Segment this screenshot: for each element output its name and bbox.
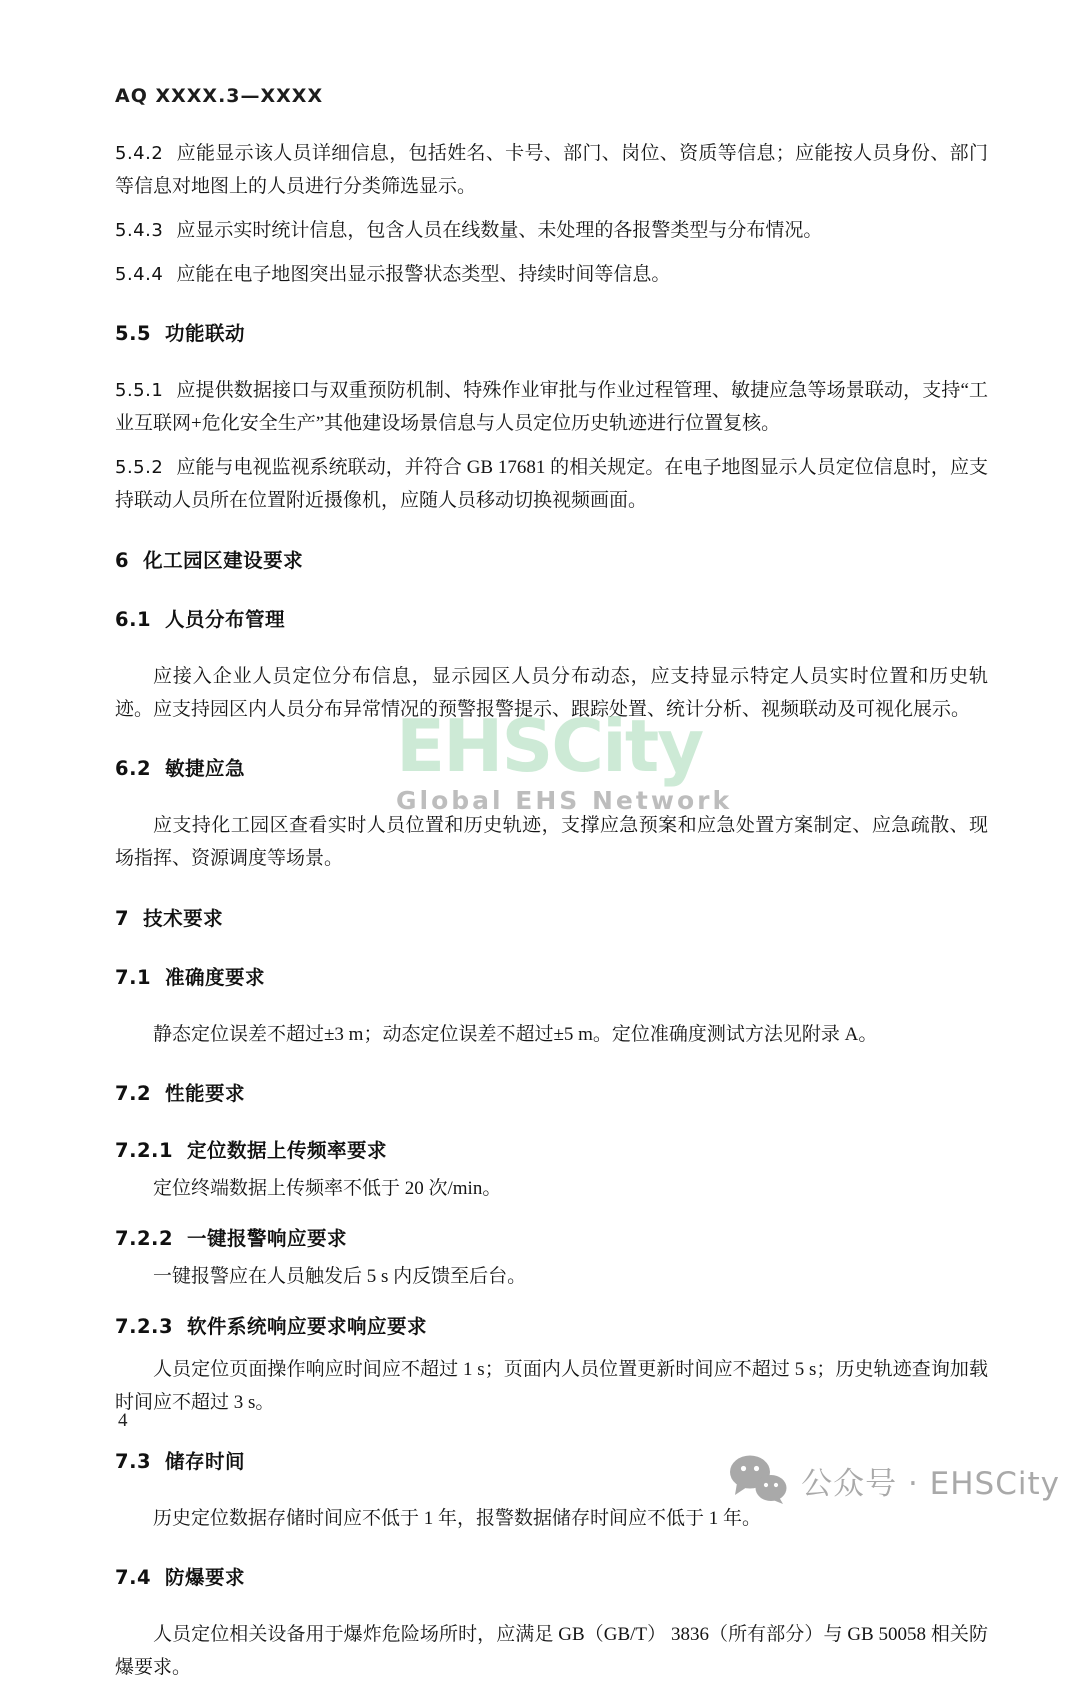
- heading-number: 6: [115, 549, 130, 572]
- standard-number-header: AQ XXXX.3—XXXX: [115, 85, 324, 107]
- heading-title: 性能要求: [165, 1082, 246, 1105]
- heading-number: 7: [115, 907, 130, 930]
- paragraph-7-1: 静态定位误差不超过±3 m；动态定位误差不超过±5 m。定位准确度测试方法见附录 A。: [153, 1024, 878, 1045]
- clause-number: 5.5.2: [115, 457, 164, 478]
- heading-number: 7.3: [115, 1450, 152, 1473]
- clause-number: 5.4.2: [115, 143, 164, 164]
- watermark-title: EHSCity: [396, 704, 703, 788]
- heading-title: 人员分布管理: [165, 608, 286, 631]
- paragraph-7-2-2: 一键报警应在人员触发后 5 s 内反馈至后台。: [153, 1266, 527, 1287]
- wechat-account-badge: [729, 1455, 1060, 1505]
- heading-title: 防爆要求: [165, 1566, 246, 1589]
- clause-5-5-1: [115, 374, 988, 440]
- heading-title: 一键报警响应要求: [187, 1227, 348, 1250]
- clause-5-4-4: [115, 258, 988, 291]
- heading-5-5: [115, 317, 988, 350]
- clause-text: 应显示实时统计信息，包含人员在线数量、未处理的各报警类型与分布情况。: [176, 220, 823, 241]
- heading-7: [115, 902, 988, 935]
- clause-5-4-3: [115, 214, 988, 247]
- heading-number: 6.1: [115, 608, 152, 631]
- heading-title: 定位数据上传频率要求: [187, 1139, 388, 1162]
- paragraph-7-3: 历史定位数据存储时间应不低于 1 年，报警数据储存时间应不低于 1 年。: [153, 1508, 762, 1529]
- watermark-subtitle: Global EHS Network: [396, 786, 733, 815]
- clause-number: 5.4.4: [115, 264, 164, 285]
- heading-number: 7.2.3: [115, 1315, 174, 1338]
- heading-number: 5.5: [115, 322, 152, 345]
- heading-7-2-2: [115, 1222, 988, 1255]
- paragraph-6-2: 应支持化工园区查看实时人员位置和历史轨迹，支撑应急预案和应急处置方案制定、应急疏散、现场指挥、资源调度等场景。: [115, 815, 988, 869]
- paragraph-7-2-1: 定位终端数据上传频率不低于 20 次/min。: [153, 1178, 502, 1199]
- heading-6-1: [115, 603, 988, 636]
- clause-text: 应能在电子地图突出显示报警状态类型、持续时间等信息。: [176, 264, 671, 285]
- heading-7-2: [115, 1077, 988, 1110]
- heading-number: 7.2.2: [115, 1227, 174, 1250]
- heading-number: 7.1: [115, 966, 152, 989]
- clause-number: 5.4.3: [115, 220, 164, 241]
- paragraph-7-4: 人员定位相关设备用于爆炸危险场所时，应满足 GB（GB/T） 3836（所有部分）与 GB 50058 相关防爆要求。: [115, 1624, 988, 1678]
- heading-title: 功能联动: [165, 322, 246, 345]
- paragraph-6-1: 应接入企业人员定位分布信息，显示园区人员分布动态，应支持显示特定人员实时位置和历史轨迹。应支持园区内人员分布异常情况的预警报警提示、跟踪处置、统计分析、视频联动及可视化展示。: [115, 666, 988, 720]
- heading-number: 6.2: [115, 757, 152, 780]
- heading-6: [115, 544, 988, 577]
- heading-number: 7.4: [115, 1566, 152, 1589]
- heading-title: 敏捷应急: [165, 757, 246, 780]
- heading-7-1: [115, 961, 988, 994]
- heading-number: 7.2: [115, 1082, 152, 1105]
- heading-title: 软件系统响应要求响应要求: [187, 1315, 428, 1338]
- heading-number: 7.2.1: [115, 1139, 174, 1162]
- paragraph-7-2-3: 人员定位页面操作响应时间应不超过 1 s；页面内人员位置更新时间应不超过 5 s；历史轨迹查询加载时间应不超过 3 s。: [115, 1359, 988, 1413]
- heading-title: 准确度要求: [165, 966, 266, 989]
- heading-title: 化工园区建设要求: [143, 549, 304, 572]
- heading-7-4: [115, 1561, 988, 1594]
- clause-5-4-2: [115, 137, 988, 203]
- clause-text: 应能显示该人员详细信息，包括姓名、卡号、部门、岗位、资质等信息；应能按人员身份、部门等信息对地图上的人员进行分类筛选显示。: [115, 143, 988, 197]
- footer-label: 公众号 · EHSCity: [801, 1465, 1060, 1502]
- heading-7-2-3: [115, 1310, 988, 1343]
- clause-text: 应能与电视监视系统联动，并符合 GB 17681 的相关规定。在电子地图显示人员定位信息时，应支持联动人员所在位置附近摄像机，应随人员移动切换视频画面。: [115, 457, 988, 511]
- heading-7-2-1: [115, 1134, 988, 1167]
- heading-6-2: [115, 752, 988, 785]
- heading-title: 储存时间: [165, 1450, 246, 1473]
- wechat-icon: [729, 1455, 787, 1505]
- clause-5-5-2: [115, 451, 988, 517]
- clause-number: 5.5.1: [115, 380, 164, 401]
- clause-text: 应提供数据接口与双重预防机制、特殊作业审批与作业过程管理、敏捷应急等场景联动，支持“工业互联网+危化安全生产”其他建设场景信息与人员定位历史轨迹进行位置复核。: [115, 380, 988, 434]
- heading-title: 技术要求: [143, 907, 224, 930]
- page-number: 4: [118, 1410, 128, 1431]
